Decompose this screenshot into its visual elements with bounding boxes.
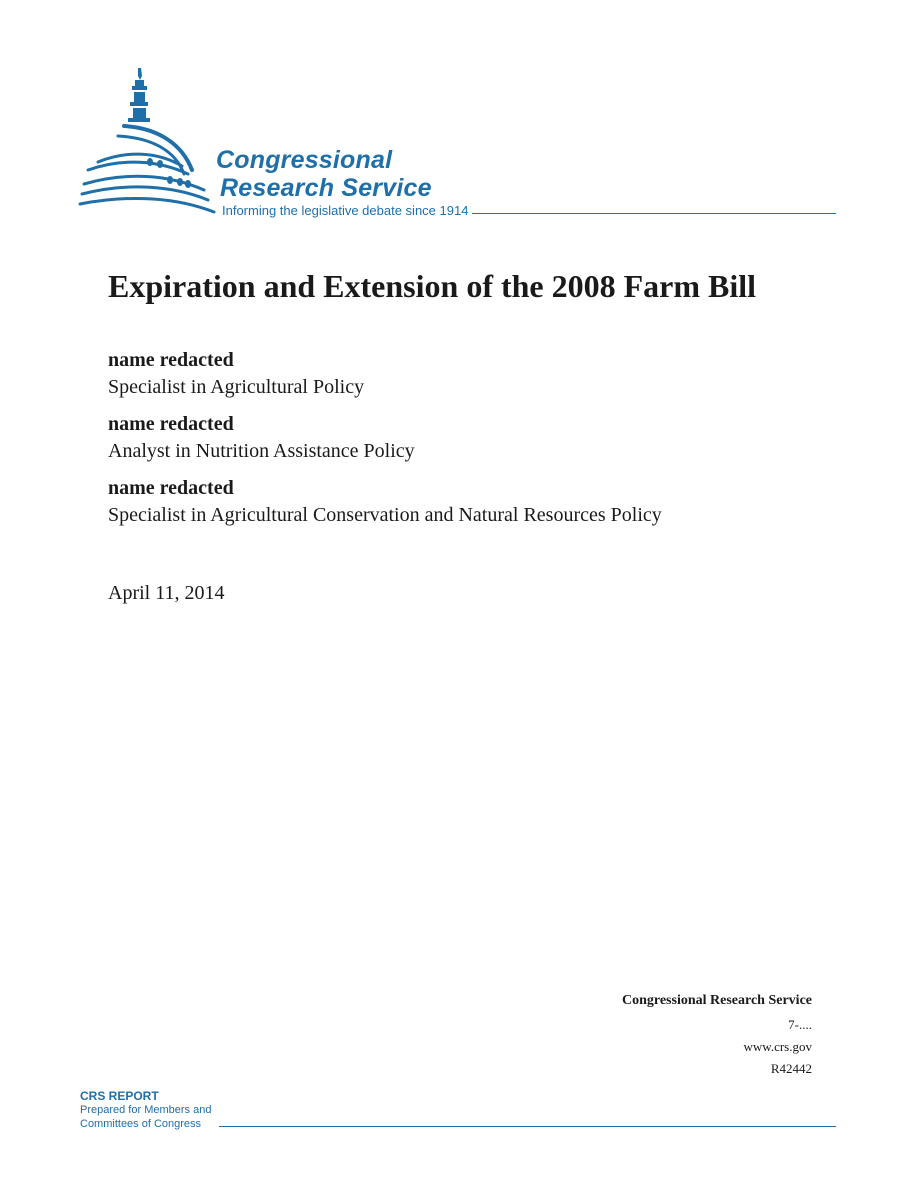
- tagline-divider: [472, 213, 836, 214]
- author-name: name redacted: [108, 477, 234, 499]
- report-title: Expiration and Extension of the 2008 Farm Bill: [108, 268, 757, 304]
- report-audience-line2: Committees of Congress: [80, 1118, 202, 1130]
- report-number: R42442: [770, 1061, 812, 1076]
- tagline-row: [222, 201, 836, 219]
- report-type-block: [80, 1089, 211, 1131]
- contact-website-link[interactable]: www.crs.gov: [743, 1039, 812, 1054]
- tagline: Informing the legislative debate since 1914: [222, 202, 469, 218]
- organization-name-line2: Research Service: [220, 174, 432, 202]
- author-role: Specialist in Agricultural Conservation and Natural Resources Policy: [108, 504, 662, 526]
- author-role: Specialist in Agricultural Policy: [108, 376, 365, 398]
- contact-block: [622, 990, 812, 1080]
- capitol-dome-icon: [78, 66, 218, 216]
- author-entry: [108, 347, 662, 401]
- author-name: name redacted: [108, 349, 234, 371]
- organization-name-line1: Congressional: [216, 146, 393, 174]
- contact-phone: 7-....: [788, 1017, 812, 1032]
- report-audience-line1: Prepared for Members and: [80, 1104, 212, 1116]
- organization-name: [216, 146, 432, 202]
- report-type-label: CRS REPORT: [80, 1089, 159, 1103]
- report-date: April 11, 2014: [108, 582, 225, 604]
- author-role: Analyst in Nutrition Assistance Policy: [108, 440, 415, 462]
- contact-organization: Congressional Research Service: [621, 993, 812, 1008]
- author-list: [108, 347, 662, 539]
- author-entry: [108, 475, 662, 529]
- author-name: name redacted: [108, 413, 234, 435]
- author-entry: [108, 411, 662, 465]
- footer-divider: [219, 1126, 836, 1127]
